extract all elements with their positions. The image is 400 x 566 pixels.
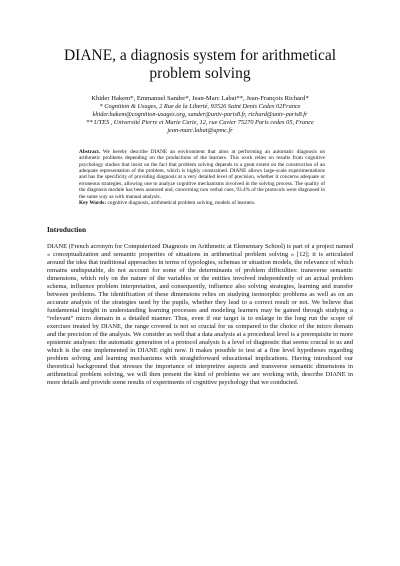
author-emails-2: jean-marc.labat@upmc.fr	[167, 126, 233, 134]
paper-title: DIANE, a diagnosis system for arithmetical problem solving	[63, 47, 337, 82]
abstract-text: We hereby describe DIANE an environment that aims at performing an automatic diagnosis on arithmetic problems depending on the productions of the learners. This work relies on results from cognitive psychology studies that insist on the fact that problem solving depends to a great extent on the construction of an adequate representation of the problem, which is highly constrained. DIANE allows large-scale experimentations and has the specificity of providing diagnosis at a very detailed level of precision, whether it concerns adequate or erroneous strategies, allowing one to analyze cognitive mechanisms involved in the solving process. The quality of the diagnosis module has been assessed and, concerning non verbal cues, 93.4% of the protocols were diagnosed in the same way as with manual analysis.	[79, 148, 325, 200]
affiliation-2: ** UTES , Université Pierre et Marie Curie, 12, rue Cuvier 75270 Paris cedex 05, France	[86, 119, 314, 126]
abstract	[79, 149, 325, 201]
keywords	[79, 200, 325, 206]
affiliation-1: * Cognition & Usages, 2 Rue de la Liberté, 93526 Saint Denis Cedex 02France	[99, 103, 301, 111]
keywords-label: Key Words:	[79, 200, 107, 207]
abstract-label: Abstract.	[79, 148, 101, 155]
author-list: Khider Hakem*, Emmanuel Sander*, Jean-Marc Labat**, Jean-François Richard*	[91, 95, 309, 102]
introduction-paragraph: DIANE (French acronym for Computerized Diagnosis on Arithmetic at Elementary School) is part of a project named « conceptualization and semantic properties of situations in arithmetical problem solving » [12]; it is articulated around the idea that traditional approaches in terms of typologies, schemas or situation models, the relevance of which remains undisputable, do not account for some of the determinants of problem difficulties: transverse semantic dimensions, which rely on the nature of the variables or the entities involved independently of an actual problem schema, influence problem interpretation, and consequently, influence also solving strategies, learning and transfer between problems. The identification of these dimensions relies on studying isomorphic problems as well as on an accurate analysis of the strategies used by the pupils, whether they lead to a correct result or not. We believe that fundamental insight in understanding learning processes and modeling learners may be gained through studying a “relevant” micro domain in a detailed manner. Thus, even if our target is to enlarge in the long run the scope of exercises treated by DIANE, the range covered is not so crucial for us compared to the choice of the micro domain and the precision of the analysis. We consider as well that a data analysis at a procedural level is a prerequisite to more epistemic analyses: the automatic generation of a protocol analysis is a level of diagnostic that seems crucial to us and which is the one implemented in DIANE right now. It makes possible to test at a fine level hypotheses regarding problem solving and learning mechanisms with straightforward educational implications. Having introduced our theoretical background that stresses the importance of interpretive aspects and transverse semantic dimensions in arithmetical problem solving, we will then present the kind of problems we are working with, describe DIANE in more details and provide some results of experiments of cognitive psychology that we conducted.	[47, 242, 353, 387]
keywords-text: cognitive diagnosis, arithmetical problem solving, models of learners.	[107, 200, 256, 207]
author-emails-1: khider.hakem@cognition-usages.org, sander@univ-paris8.fr, richard@univ-paris8.fr	[92, 111, 308, 119]
section-heading-introduction: Introduction	[47, 225, 87, 234]
